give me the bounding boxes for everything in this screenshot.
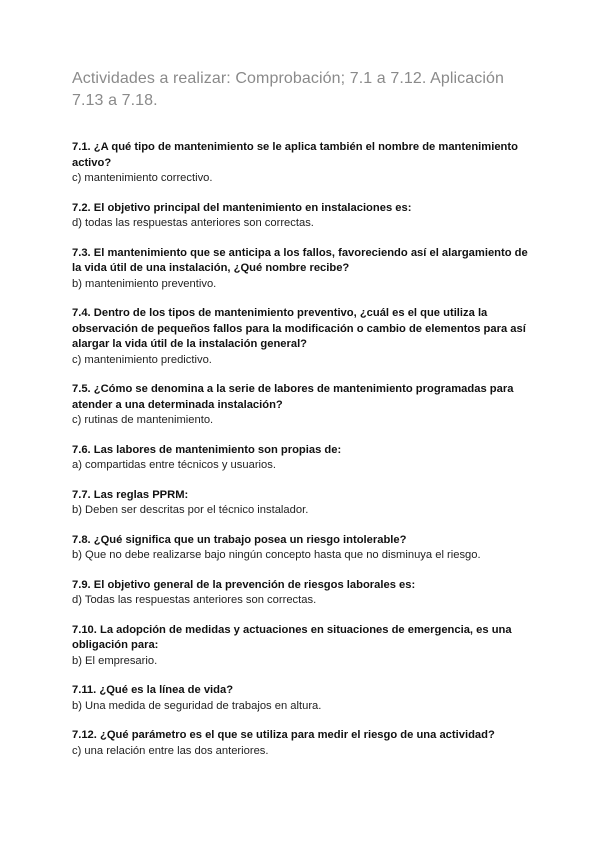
answer-text: b) Deben ser descritas por el técnico instalador. (72, 504, 309, 516)
answer-text: c) rutinas de mantenimiento. (72, 414, 214, 426)
question-item (72, 443, 540, 474)
question-text: 7.12. ¿Qué parámetro es el que se utiliza para medir el riesgo de una actividad? (72, 729, 495, 741)
question-item (72, 623, 540, 670)
answer-text: c) mantenimiento predictivo. (72, 353, 212, 366)
question-text: 7.11. ¿Qué es la línea de vida? (72, 684, 234, 696)
question-text: 7.4. Dentro de los tipos de mantenimiento preventivo, ¿cuál es el que utiliza la observación de pequeños fallos para la modificación o cambio de elementos para así alargar la vida útil de la instalación general? (72, 307, 526, 350)
answer-text: b) El empresario. (72, 654, 158, 667)
question-text: 7.8. ¿Qué significa que un trabajo posea un riesgo intolerable? (72, 533, 407, 546)
answer-text: d) todas las respuestas anteriores son correctas. (72, 217, 314, 229)
question-text: 7.7. Las reglas PPRM: (72, 488, 189, 501)
answer-text: d) Todas las respuestas anteriores son correctas. (72, 594, 317, 606)
question-item (72, 306, 540, 368)
answer-text: a) compartidas entre técnicos y usuarios. (72, 459, 276, 471)
answer-text: c) mantenimiento correctivo. (72, 172, 213, 184)
question-text: 7.2. El objetivo principal del mantenimiento en instalaciones es: (72, 201, 412, 214)
question-item (72, 728, 540, 759)
question-text: 7.1. ¿A qué tipo de mantenimiento se le aplica también el nombre de mantenimiento activo? (72, 141, 518, 169)
question-text: 7.5. ¿Cómo se denomina a la serie de labores de mantenimiento programadas para atender a una determinada instalación? (72, 383, 514, 411)
question-text: 7.3. El mantenimiento que se anticipa a los fallos, favoreciendo así el alargamiento de la vida útil de una instalación, ¿Qué nombre recibe? (72, 246, 528, 274)
question-item (72, 683, 540, 714)
question-text: 7.6. Las labores de mantenimiento son propias de: (72, 443, 342, 456)
question-item (72, 140, 540, 187)
question-text: 7.9. El objetivo general de la prevención de riesgos laborales es: (72, 578, 416, 591)
question-list (72, 140, 540, 759)
question-item (72, 201, 540, 232)
question-item (72, 578, 540, 609)
page-heading: Actividades a realizar: Comprobación; 7.1 a 7.12. Aplicación 7.13 a 7.18. (72, 70, 505, 109)
question-text: 7.10. La adopción de medidas y actuaciones en situaciones de emergencia, es una obligación para: (72, 623, 512, 651)
answer-text: c) una relación entre las dos anteriores. (72, 744, 269, 757)
answer-text: b) Que no debe realizarse bajo ningún concepto hasta que no disminuya el riesgo. (72, 549, 481, 561)
answer-text: b) mantenimiento preventivo. (72, 277, 217, 290)
question-item (72, 488, 540, 519)
question-item (72, 533, 540, 564)
question-item (72, 246, 540, 293)
question-item (72, 382, 540, 429)
answer-text: b) Una medida de seguridad de trabajos en altura. (72, 699, 322, 712)
